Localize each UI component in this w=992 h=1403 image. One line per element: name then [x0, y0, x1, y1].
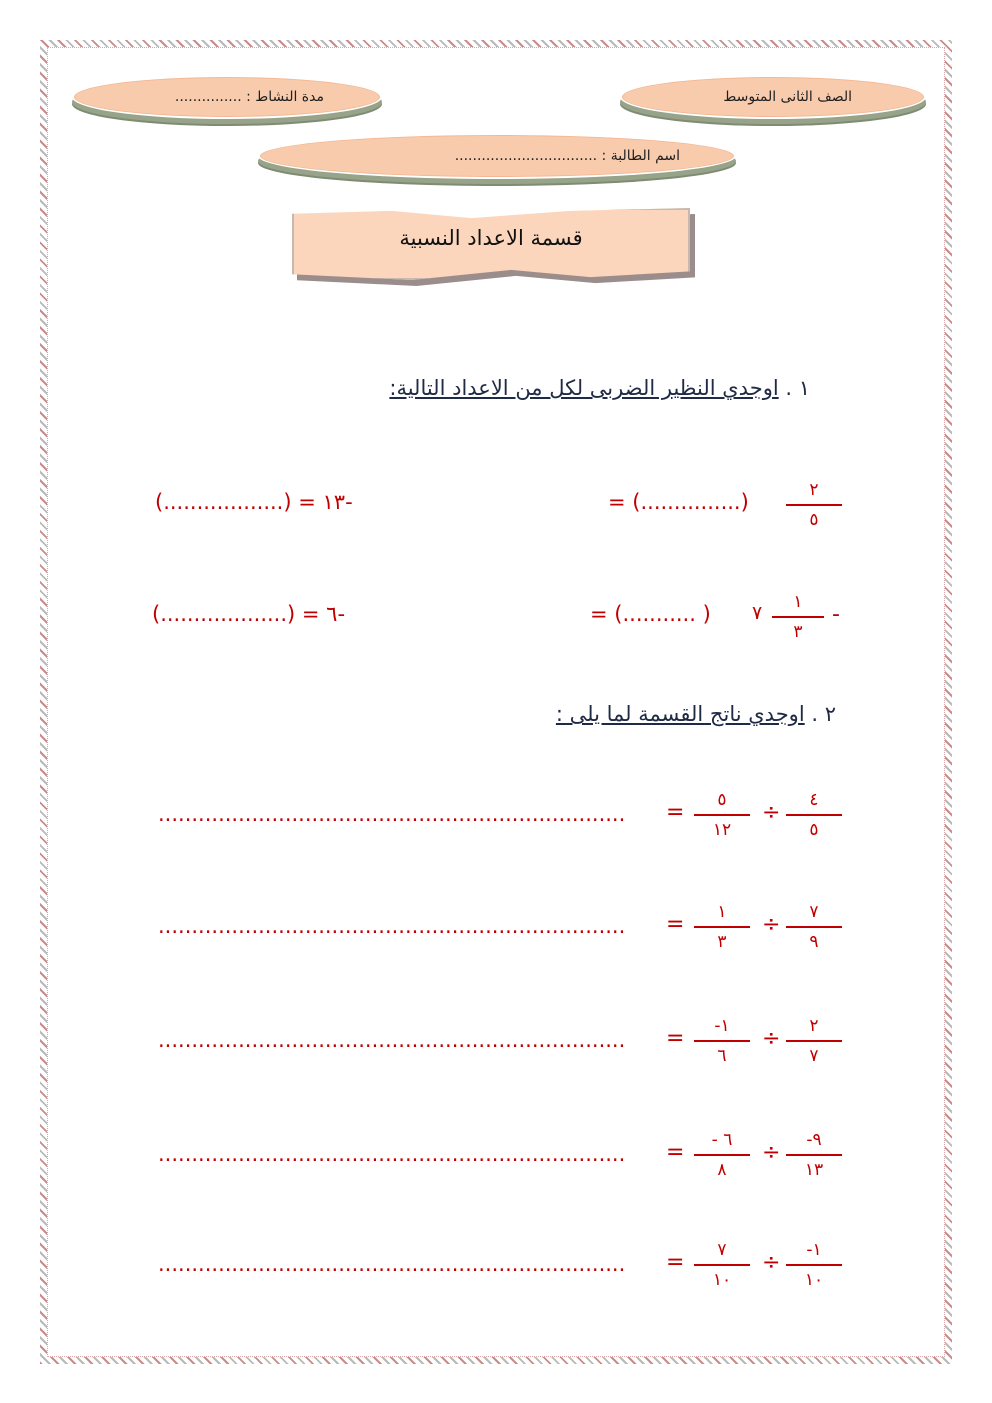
q1-minus-sign: - — [832, 602, 840, 627]
duration-oval — [72, 75, 382, 119]
q1-answer-3[interactable]: = (........... ) — [590, 602, 711, 626]
q2-row-5-answer[interactable]: ...................................................................... — [158, 1252, 626, 1276]
denominator: ٣ — [717, 932, 727, 952]
fraction-bar — [694, 1154, 750, 1156]
student-name-oval — [258, 133, 736, 179]
q1-answer-4[interactable]: -٦ = (...................) — [152, 602, 346, 626]
q2-row-1-answer[interactable]: ...................................................................... — [158, 802, 626, 826]
q2-row-1-equals-sign: = — [666, 800, 685, 825]
numerator: ٢ — [809, 480, 819, 500]
q2-row-4-answer[interactable]: ...................................................................... — [158, 1142, 626, 1166]
q1-answer-2[interactable]: -١٣ = (..................) — [155, 490, 353, 514]
q2-row-2-equals-sign: = — [666, 912, 685, 937]
question-1-number: ١ . — [785, 376, 810, 400]
numerator: -٩ — [806, 1130, 822, 1150]
fraction-bar — [786, 814, 842, 816]
numerator: ٢ — [809, 1016, 819, 1036]
fraction-bar — [694, 814, 750, 816]
fraction-bar — [786, 926, 842, 928]
denominator: ٩ — [809, 932, 819, 952]
q2-row-2-answer[interactable]: ...................................................................... — [158, 914, 626, 938]
numerator: -١ — [714, 1016, 730, 1036]
denominator: ١٢ — [712, 820, 732, 840]
q1-answer-1[interactable]: = (...............) — [608, 490, 749, 514]
question-1-text: اوجدي النظير الضربى لكل من الاعداد التالية: — [389, 376, 779, 400]
q2-row-2-divide-sign: ÷ — [762, 912, 781, 937]
question-2-number: ٢ . — [811, 702, 836, 726]
denominator: ٥ — [809, 820, 819, 840]
question-2-heading — [556, 702, 836, 726]
student-name-label: اسم الطالبة : ................................ — [454, 148, 680, 164]
fraction-bar — [786, 1154, 842, 1156]
q1-whole-number: ٧ — [752, 602, 763, 624]
q2-row-1-divide-sign: ÷ — [762, 800, 781, 825]
denominator: ١٠ — [712, 1270, 732, 1290]
fraction-bar — [694, 1264, 750, 1266]
q2-row-4-equals-sign: = — [666, 1140, 685, 1165]
denominator: ٥ — [809, 510, 819, 530]
q2-row-3-divide-sign: ÷ — [762, 1026, 781, 1051]
fraction-bar — [786, 1264, 842, 1266]
grade-label: الصف الثانى المتوسط — [723, 89, 852, 105]
q2-row-5-equals-sign: = — [666, 1250, 685, 1275]
q2-row-3-equals-sign: = — [666, 1026, 685, 1051]
denominator: ٨ — [717, 1160, 727, 1180]
numerator: ٧ — [717, 1240, 727, 1260]
denominator: ٦ — [717, 1046, 727, 1066]
q2-row-3-answer[interactable]: ...................................................................... — [158, 1028, 626, 1052]
numerator: ١ — [717, 902, 727, 922]
fraction-bar — [786, 1040, 842, 1042]
fraction-bar — [694, 1040, 750, 1042]
numerator: ٥ — [717, 790, 727, 810]
q2-row-5-divide-sign: ÷ — [762, 1250, 781, 1275]
fraction-bar — [772, 616, 824, 618]
numerator: - ٦ — [711, 1130, 733, 1150]
question-1-heading — [389, 376, 810, 400]
grade-oval — [620, 75, 926, 119]
page-title: قسمة الاعداد النسبية — [399, 226, 583, 250]
denominator: ٧ — [809, 1046, 819, 1066]
q2-row-4-divide-sign: ÷ — [762, 1140, 781, 1165]
numerator: -١ — [806, 1240, 822, 1260]
denominator: ٣ — [793, 622, 803, 642]
fraction-bar — [694, 926, 750, 928]
question-2-text: اوجدي ناتج القسمة لما يلى : — [555, 702, 805, 726]
numerator: ٤ — [809, 790, 819, 810]
duration-label: مدة النشاط : ............... — [174, 89, 324, 105]
numerator: ٧ — [809, 902, 819, 922]
fraction-bar — [786, 504, 842, 506]
denominator: ١٣ — [804, 1160, 824, 1180]
numerator: ١ — [793, 592, 803, 612]
denominator: ١٠ — [804, 1270, 824, 1290]
